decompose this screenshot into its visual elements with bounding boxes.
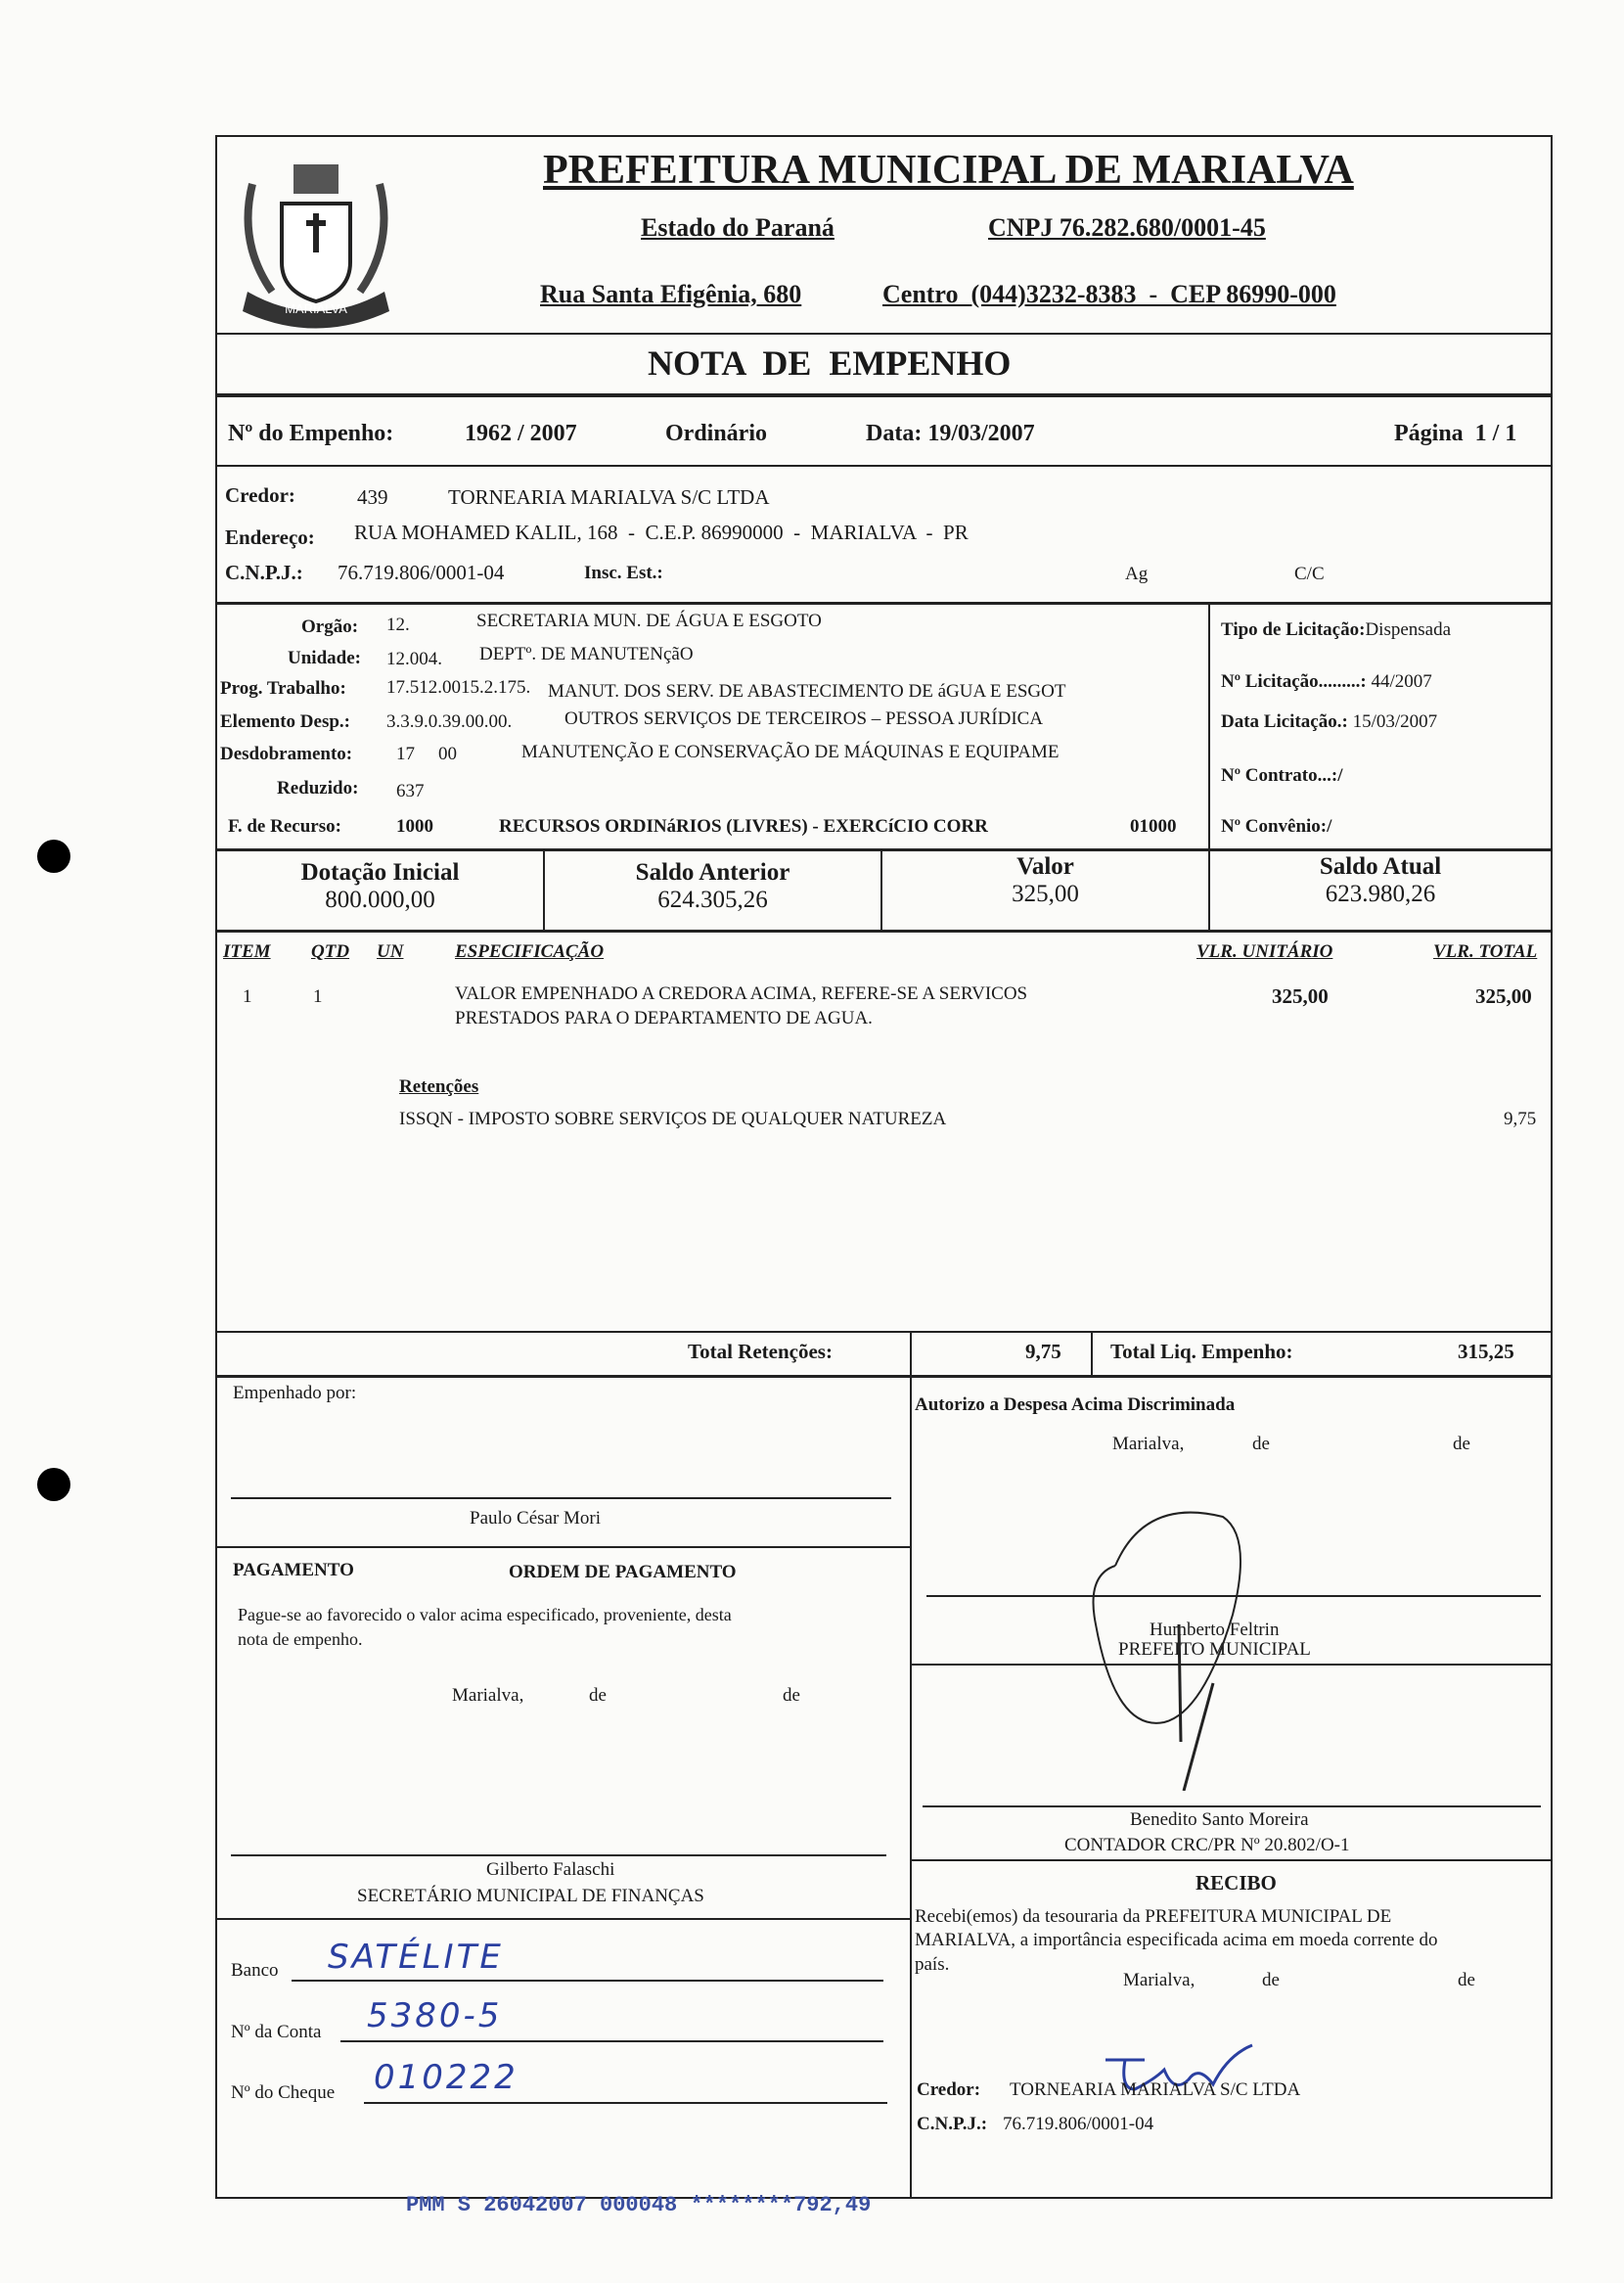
col-unit: VLR. UNITÁRIO [1196, 941, 1333, 962]
total-retencoes-label: Total Retenções: [688, 1340, 833, 1363]
contrato: Nº Contrato...:/ [1221, 765, 1343, 786]
svg-text:MARIALVA: MARIALVA [285, 301, 347, 316]
retencoes-label: Retenções [399, 1076, 479, 1097]
saldo-value: 623.980,26 [1325, 881, 1436, 907]
autorizo-label: Autorizo a Despesa Acima Discriminada [915, 1394, 1236, 1415]
empenho-number: 1962 / 2007 [465, 421, 577, 446]
tipo-label: Tipo de Licitação: [1221, 619, 1366, 640]
saldo-label: Saldo Anterior [635, 859, 790, 886]
desdobramento-desc: MANUTENÇÃO E CONSERVAÇÃO DE MÁQUINAS E EQUIPAME [521, 742, 1060, 762]
empenhado-name: Paulo César Mori [470, 1508, 602, 1529]
insc-label: Insc. Est.: [584, 563, 663, 583]
recibo-cnpj: 76.719.806/0001-04 [1003, 2114, 1154, 2134]
prog-desc: MANUT. DOS SERV. DE ABASTECIMENTO DE áGUA E ESGOT [548, 681, 1066, 702]
recurso-code2: 01000 [1130, 816, 1177, 837]
ordem-pagamento-label: ORDEM DE PAGAMENTO [509, 1562, 737, 1582]
col-total: VLR. TOTAL [1433, 941, 1538, 962]
retencao-value: 9,75 [1504, 1109, 1537, 1129]
saldo-label: Saldo Atual [1319, 853, 1442, 880]
recibo-line2: MARIALVA, a importância especificada acima em moeda corrente do [915, 1930, 1438, 1950]
recibo-de2: de [1458, 1970, 1475, 1990]
recibo-de1: de [1262, 1970, 1280, 1990]
unidade-code: 12.004. [386, 649, 442, 669]
empenho-date: Data: 19/03/2007 [866, 421, 1035, 446]
data-licitacao [1221, 711, 1437, 733]
credor-label: Credor: [225, 483, 295, 507]
autorizo-city: Marialva, [1112, 1434, 1185, 1454]
desdobramento-code: 17 [396, 744, 415, 764]
credor-code: 439 [357, 485, 388, 509]
pagamento-label: PAGAMENTO [233, 1560, 354, 1580]
orgao-label: Orgão: [301, 616, 359, 637]
empenhado-label: Empenhado por: [233, 1383, 357, 1403]
coat-of-arms-logo [233, 145, 399, 336]
credor-cnpj: 76.719.806/0001-04 [338, 561, 505, 584]
unidade-desc: DEPTº. DE MANUTENçãO [479, 644, 694, 664]
conta-value: 5380-5 [367, 1996, 503, 2035]
saldo-value: 624.305,26 [657, 887, 768, 913]
address-label: Endereço: [225, 525, 315, 549]
desdobramento-label: Desdobramento: [220, 744, 353, 764]
autorizo-de2: de [1453, 1434, 1470, 1454]
item-number: 1 [243, 986, 252, 1007]
banco-value: SATÉLITE [328, 1938, 504, 1977]
cheque-value: 010222 [374, 2058, 519, 2097]
orgao-desc: SECRETARIA MUN. DE ÁGUA E ESGOTO [476, 611, 822, 631]
data-value: 15/03/2007 [1352, 711, 1438, 732]
cnpj-label: C.N.P.J.: [225, 561, 303, 584]
saldo-atual [1210, 853, 1551, 908]
saldo-dotacao-inicial [217, 859, 543, 914]
prefeito-name: Humberto Feltrin [1150, 1620, 1280, 1640]
unidade-label: Unidade: [288, 648, 361, 668]
credor-name: TORNEARIA MARIALVA S/C LTDA [448, 485, 770, 509]
recibo-cnpj-label: C.N.P.J.: [917, 2114, 988, 2134]
item-qtd: 1 [313, 986, 323, 1007]
reduzido-label: Reduzido: [277, 778, 359, 799]
header-cnpj: CNPJ 76.282.680/0001-45 [988, 213, 1266, 242]
punch-hole [37, 1468, 70, 1501]
recibo-credor-name: TORNEARIA MARIALVA S/C LTDA [1010, 2079, 1301, 2100]
orgao-code: 12. [386, 615, 410, 635]
contador-name: Benedito Santo Moreira [1130, 1809, 1309, 1830]
item-spec-line2: PRESTADOS PARA O DEPARTAMENTO DE AGUA. [455, 1008, 873, 1028]
saldo-anterior [545, 859, 880, 914]
saldo-value: 325,00 [1012, 881, 1079, 907]
autorizo-de1: de [1252, 1434, 1270, 1454]
reduzido-code: 637 [396, 781, 425, 801]
recurso-desc: RECURSOS ORDINáRIOS (LIVRES) - EXERCíCIO CORR [499, 816, 988, 837]
page-number: Página 1 / 1 [1394, 421, 1517, 446]
saldo-label: Valor [1016, 853, 1074, 880]
pagamento-city: Marialva, [452, 1685, 524, 1706]
secretario-title: SECRETÁRIO MUNICIPAL DE FINANÇAS [357, 1886, 704, 1906]
col-item: ITEM [223, 941, 271, 962]
item-total-value: 325,00 [1475, 984, 1532, 1008]
numero-value: 44/2007 [1371, 671, 1432, 692]
credor-address: RUA MOHAMED KALIL, 168 - C.E.P. 86990000 - MARIALVA - PR [354, 521, 969, 544]
prog-label: Prog. Trabalho: [220, 678, 346, 699]
header-title: PREFEITURA MUNICIPAL DE MARIALVA [543, 148, 1354, 193]
secretario-name: Gilberto Falaschi [486, 1859, 615, 1880]
recibo-credor-label: Credor: [917, 2079, 981, 2100]
recurso-code: 1000 [396, 816, 433, 837]
numero-label: Nº Licitação.........: [1221, 671, 1367, 692]
col-spec: ESPECIFICAÇÃO [455, 941, 605, 962]
banco-label: Banco [231, 1960, 279, 1981]
retencao-desc: ISSQN - IMPOSTO SOBRE SERVIÇOS DE QUALQUER NATUREZA [399, 1109, 947, 1129]
prog-code: 17.512.0015.2.175. [386, 677, 531, 698]
saldo-valor [882, 853, 1208, 908]
tipo-value: Dispensada [1365, 619, 1452, 640]
cheque-label: Nº do Cheque [231, 2082, 336, 2103]
header-contact: Centro (044)3232-8383 - CEP 86990-000 [882, 280, 1336, 308]
pague-text-line2: nota de empenho. [238, 1629, 363, 1649]
saldo-value: 800.000,00 [325, 887, 435, 913]
convenio: Nº Convênio:/ [1221, 816, 1332, 837]
ag-label: Ag [1125, 564, 1149, 584]
contador-title: CONTADOR CRC/PR Nº 20.802/O-1 [1064, 1835, 1350, 1855]
empenho-type: Ordinário [665, 421, 768, 446]
recibo-city: Marialva, [1123, 1970, 1195, 1990]
item-unit-value: 325,00 [1272, 984, 1329, 1008]
total-liquido-value: 315,25 [1458, 1340, 1514, 1363]
elemento-label: Elemento Desp.: [220, 711, 350, 732]
item-spec-line1: VALOR EMPENHADO A CREDORA ACIMA, REFERE-SE A SERVICOS [455, 983, 1028, 1004]
saldo-label: Dotação Inicial [300, 859, 460, 886]
tipo-licitacao [1221, 619, 1451, 641]
recibo-label: RECIBO [1195, 1871, 1277, 1895]
recurso-label: F. de Recurso: [228, 816, 341, 837]
total-liquido-label: Total Liq. Empenho: [1110, 1340, 1293, 1363]
col-qtd: QTD [311, 941, 350, 962]
empenho-label: Nº do Empenho: [228, 421, 394, 446]
pague-text-line1: Pague-se ao favorecido o valor acima especificado, proveniente, desta [238, 1605, 732, 1624]
desdobramento-code2: 00 [438, 744, 457, 764]
total-retencoes-value: 9,75 [1025, 1340, 1061, 1363]
signature-mark [1057, 1497, 1252, 1791]
data-label: Data Licitação.: [1221, 711, 1348, 732]
elemento-code: 3.3.9.0.39.00.00. [386, 711, 513, 732]
recibo-line1: Recebi(emos) da tesouraria da PREFEITURA MUNICIPAL DE [915, 1906, 1392, 1927]
cc-label: C/C [1294, 564, 1325, 584]
header-address: Rua Santa Efigênia, 680 [540, 280, 802, 308]
col-un: UN [377, 941, 404, 962]
recibo-line3: país. [915, 1954, 950, 1975]
elemento-desc: OUTROS SERVIÇOS DE TERCEIROS – PESSOA JURÍDICA [564, 708, 1044, 729]
prefeito-title: PREFEITO MUNICIPAL [1118, 1639, 1311, 1660]
pagamento-de2: de [783, 1685, 800, 1706]
document-title: NOTA DE EMPENHO [648, 343, 1012, 383]
numero-licitacao [1221, 671, 1432, 693]
punch-hole [37, 840, 70, 873]
header-state: Estado do Paraná [641, 213, 835, 242]
pagamento-de1: de [589, 1685, 607, 1706]
payment-stamp: PMM S 26042007 000048 ********792,49 [406, 2193, 872, 2217]
conta-label: Nº da Conta [231, 2022, 322, 2042]
